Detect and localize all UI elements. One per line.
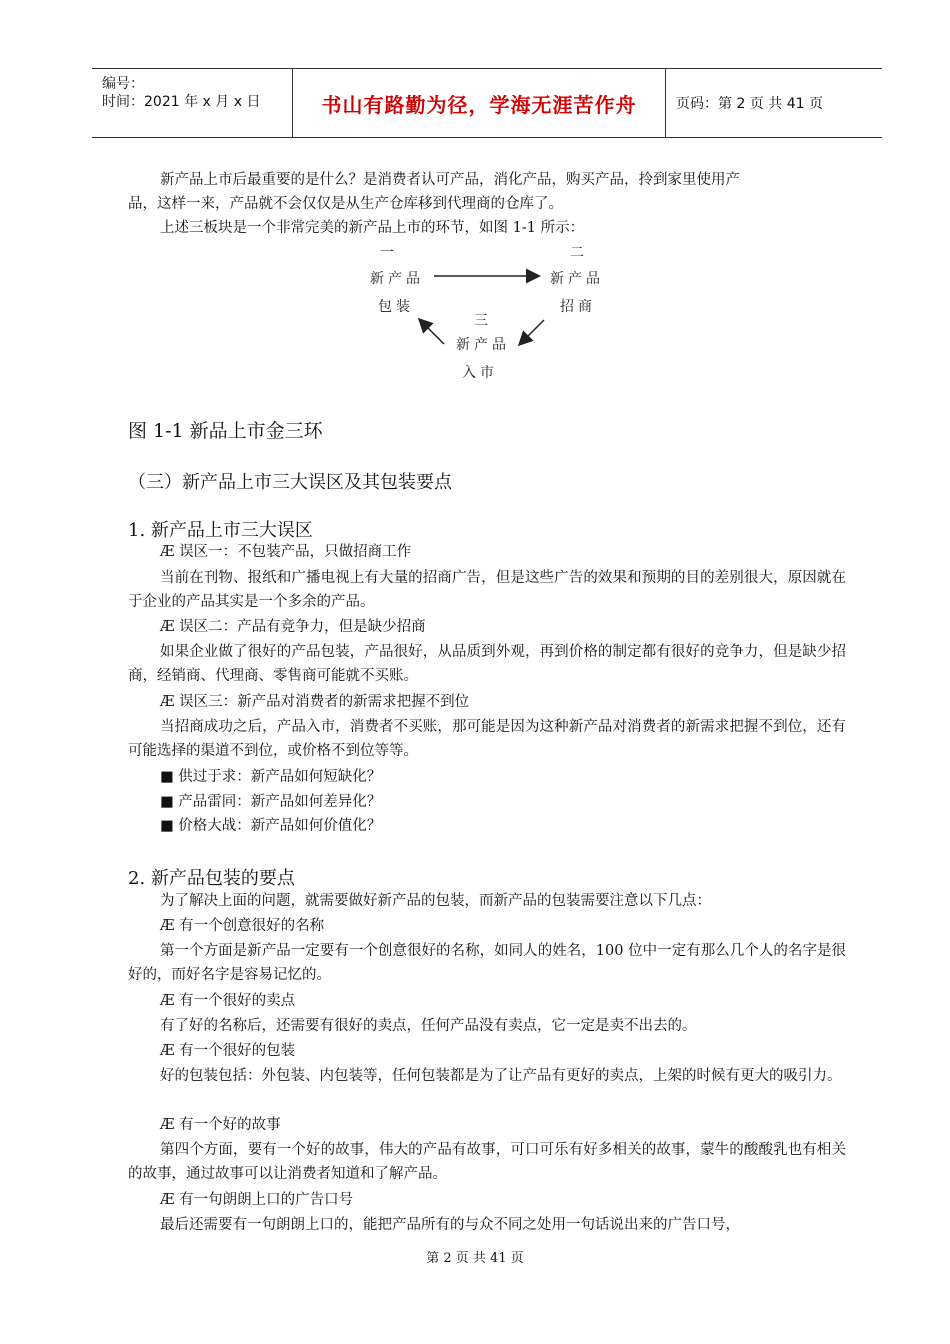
key-point-3-heading: Æ 有一个很好的包装 [160,1043,296,1059]
header-meta-cell [92,69,293,137]
node-2-line-2: 招商 [560,299,596,315]
mistake-2-heading: Æ 误区二：产品有竞争力，但是缺少招商 [160,619,426,635]
golden-triangle-diagram [358,240,618,390]
header-page-info: 页码：第 2 页 共 41 页 [676,96,823,112]
key-point-4-body: 第四个方面，要有一个好的故事，伟大的产品有故事，可口可乐有好多相关的故事，蒙牛的酸酸乳也有相关的故事，通过故事可以让消费者知道和了解产品。 [128,1142,846,1182]
question-item-3: ■ 价格大战：新产品如何价值化？ [160,818,382,834]
mistake-3-heading: Æ 误区三：新产品对消费者的新需求把握不到位 [160,694,470,710]
mistake-3-body: 当招商成功之后，产品入市，消费者不买账，那可能是因为这种新产品对消费者的新需求把握不到位，还有可能选择的渠道不到位，或价格不到位等等。 [128,719,846,759]
mistake-2-body: 如果企业做了很好的产品包装，产品很好，从品质到外观，再到价格的制定都有很好的竞争力，但是缺少招商，经销商、代理商、零售商可能就不买账。 [128,644,846,684]
part-1-title: 1. 新产品上市三大误区 [128,520,313,541]
document-time-label: 时间：2021 年 x 月 x 日 [102,94,261,110]
node-3-number: 三 [474,313,492,329]
page-header [92,68,882,138]
key-point-3-body: 好的包装包括：外包装、内包装等，任何包装都是为了让产品有更好的卖点，上架的时候有更大的吸引力。 [160,1068,842,1084]
intro-paragraph-1-line-2: 品，这样一来，产品就不会仅仅是从生产仓库移到代理商的仓库了。 [128,196,563,212]
key-point-5-body: 最后还需要有一句朗朗上口的，能把产品所有的与众不同之处用一句话说出来的广告口号， [160,1217,740,1233]
key-point-2-heading: Æ 有一个很好的卖点 [160,993,296,1009]
header-page-cell [666,69,882,137]
key-point-4-heading: Æ 有一个好的故事 [160,1117,281,1133]
node-3-line-2: 入市 [462,365,498,381]
intro-paragraph-2: 上述三板块是一个非常完美的新产品上市的环节，如图 1-1 所示： [160,220,585,236]
question-item-1: ■ 供过于求：新产品如何短缺化？ [160,769,382,785]
node-1-line-2: 包装 [378,299,414,315]
node-3-line-1: 新产品 [456,337,510,353]
node-1-number: 一 [380,245,398,261]
key-point-5-heading: Æ 有一句朗朗上口的广告口号 [160,1192,354,1208]
intro-paragraph-1-line-1: 新产品上市后最重要的是什么？是消费者认可产品，消化产品，购买产品，拎到家里使用产 [160,172,740,188]
figure-caption: 图 1-1 新品上市金三环 [128,420,323,442]
node-1-line-1: 新产品 [370,271,424,287]
header-motto: 书山有路勤为径，学海无涯苦作舟 [321,93,637,117]
mistake-1-heading: Æ 误区一：不包装产品，只做招商工作 [160,544,412,560]
key-point-1-body: 第一个方面是新产品一定要有一个创意很好的名称，如同人的姓名，100 位中一定有那么几个人的名字是很好的，而好名字是容易记忆的。 [128,943,846,983]
node-2-number: 二 [570,245,588,261]
document-number-label: 编号： [102,76,144,92]
key-point-2-body: 有了好的名称后，还需要有很好的卖点，任何产品没有卖点，它一定是卖不出去的。 [160,1018,697,1034]
question-item-2: ■ 产品雷同：新产品如何差异化？ [160,794,382,810]
section-title: （三）新产品上市三大误区及其包装要点 [128,472,452,493]
mistake-1-body: 当前在刊物、报纸和广播电视上有大量的招商广告，但是这些广告的效果和预期的目的差别很大，原因就在于企业的产品其实是一个多余的产品。 [128,570,846,610]
arrow-market-to-packaging [420,320,444,344]
node-2-line-1: 新产品 [550,271,604,287]
page-footer: 第 2 页 共 41 页 [426,1251,524,1266]
key-point-1-heading: Æ 有一个创意很好的名称 [160,918,325,934]
part-2-title: 2. 新产品包装的要点 [128,868,295,889]
header-motto-cell [293,69,666,137]
part-2-intro: 为了解决上面的问题，就需要做好新产品的包装，而新产品的包装需要注意以下几点： [160,893,711,909]
arrow-merchants-to-market [520,320,544,344]
